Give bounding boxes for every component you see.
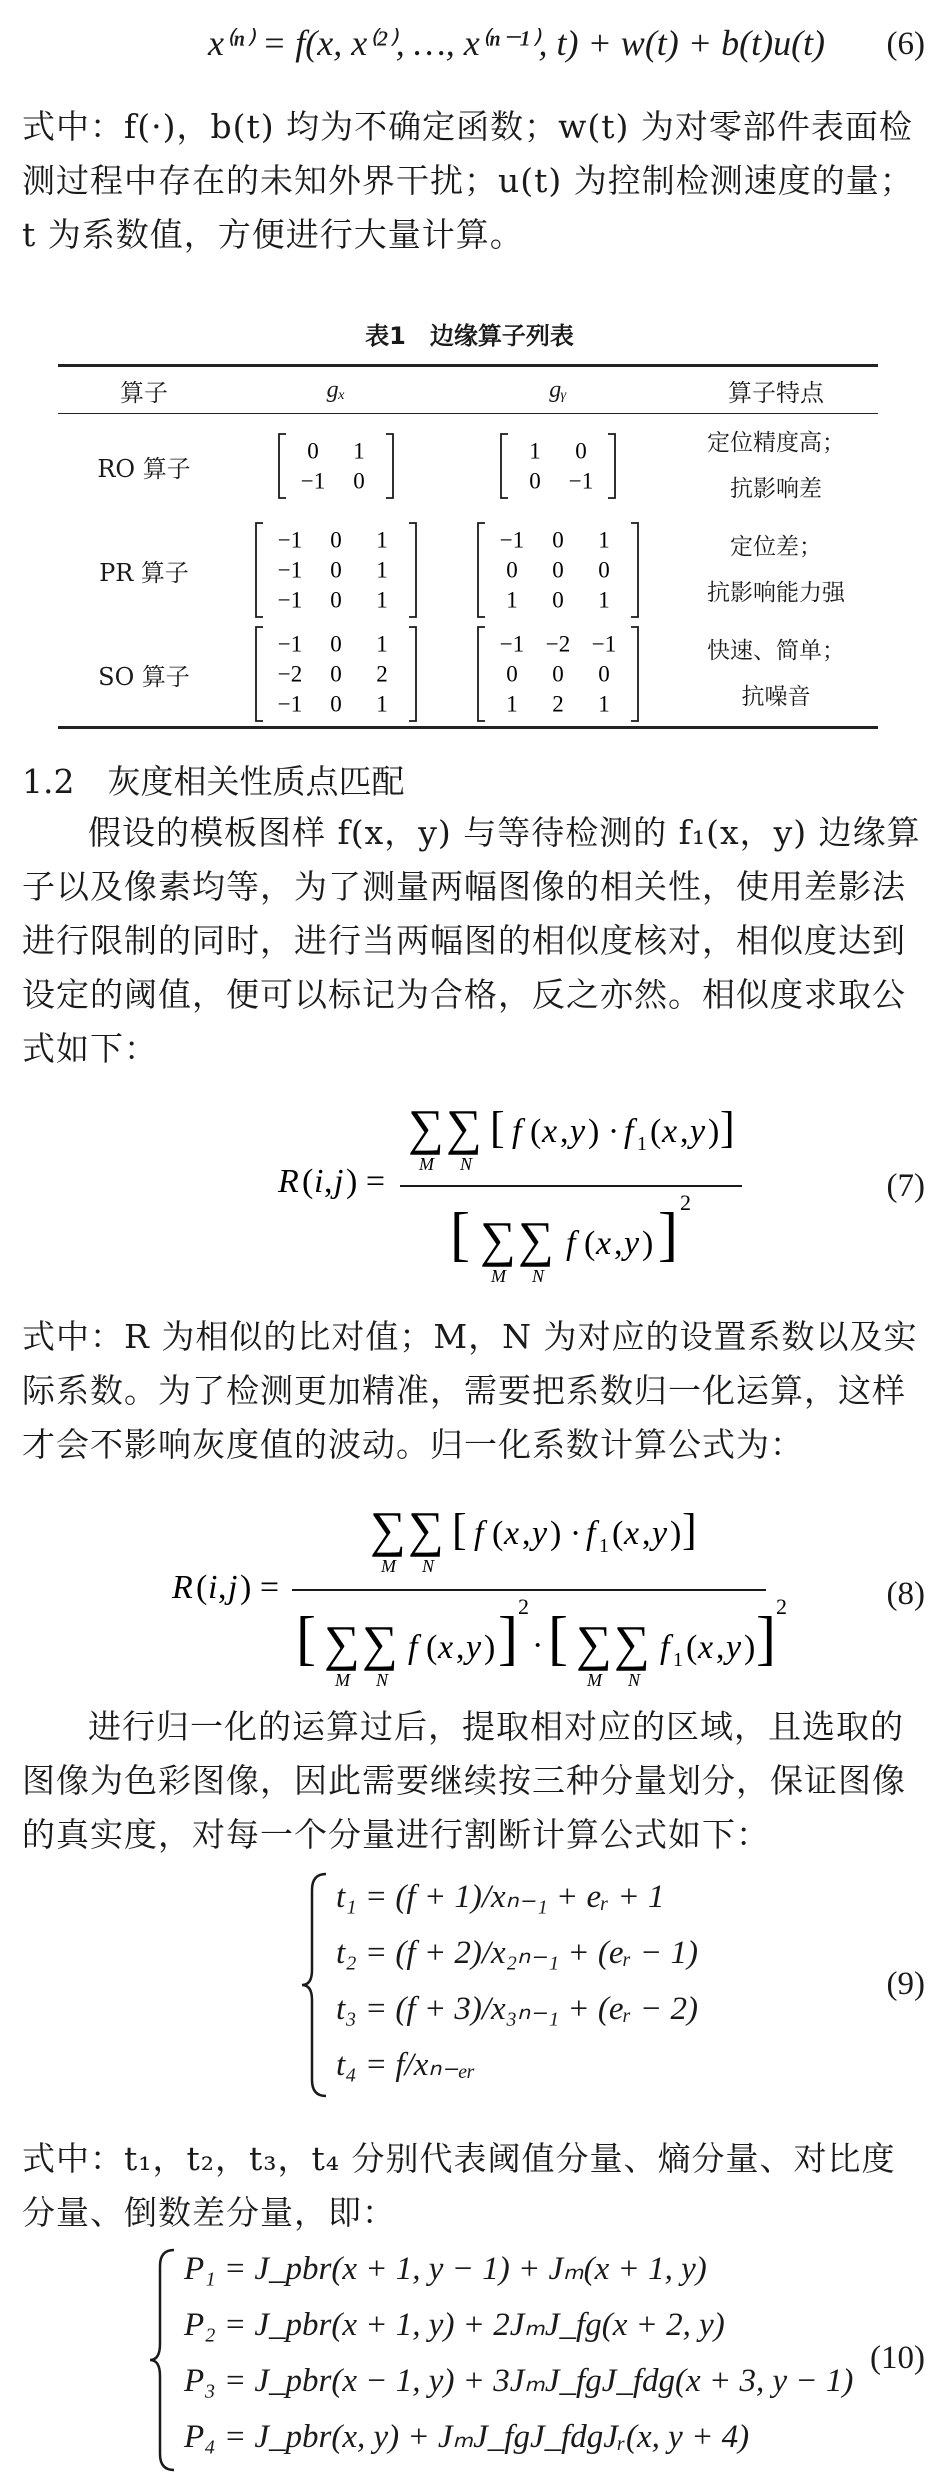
svg-text:y: y [624,1225,640,1262]
svg-text:x: x [698,1629,714,1666]
svg-text:(: ( [492,1515,504,1552]
svg-text:i: i [314,1163,324,1200]
svg-text:2: 2 [518,1594,529,1619]
matrix-cell: −1 [499,631,525,657]
matrix-cell: 0 [330,691,342,717]
paragraph-eq9-explanation: 式中：t₁，t₂，t₃，t₄ 分别代表阈值分量、熵分量、对比度分量、倒数差分量，即： [22,2139,896,2232]
svg-text:]: ] [756,1605,776,1671]
operator-gx [230,414,442,519]
matrix-cell: 0 [330,527,342,553]
paragraph-eq7-explanation: 式中：R 为相似的比对值；M，N 为对应的设置系数以及实际系数。为了检测更加精准，需要把系数归一化运算，这样才会不影响灰度值的波动。归一化系数计算公式为： [22,1317,918,1464]
matrix-cell: 1 [376,557,388,583]
svg-text:∑: ∑ [370,1501,406,1557]
svg-text:) ·: ) · [550,1515,582,1552]
feature-line-1: 快速、简单； [707,638,845,664]
equation-10 [0,2246,939,2481]
equation-10-line-2: P₂ = J_pbr(x + 1, y) + 2JₘJ_fg(x + 2, y) [184,2307,725,2343]
matrix-cell: 1 [598,527,610,553]
feature-line-2: 抗影响差 [730,476,822,502]
table-row [58,518,878,622]
equation-10-line-4: P₄ = J_pbr(x, y) + JₘJ_fgJ_fdgJᵣ(x, y + 4) [184,2419,750,2455]
edge-operator-table [58,364,878,729]
svg-text:x: x [624,1515,640,1552]
svg-text:M: M [419,1154,434,1174]
header-gy: gᵧ [442,366,674,414]
equation-6-formula: x⁽ⁿ⁾ = f(x, x⁽²⁾, …, x⁽ⁿ⁻¹⁾, t) + w(t) + b(t)u(t) [208,23,826,63]
svg-text:,: , [218,1569,227,1606]
equation-8-formula [0,1480,939,1700]
matrix-cell: 0 [330,631,342,657]
svg-text:) ·: ) · [588,1113,620,1150]
matrix-cell: −2 [545,631,571,657]
svg-text:): ) [670,1515,682,1552]
matrix-cell: 0 [552,527,564,553]
equation-9 [0,1870,939,2105]
equation-6 [0,8,939,88]
matrix-cell: 0 [307,438,319,464]
svg-text:,: , [456,1629,465,1666]
operator-gy [442,414,674,519]
header-gx: gₓ [230,366,442,414]
matrix-cell: 0 [330,557,342,583]
operator-matrix [253,521,419,619]
matrix-cell: 0 [330,587,342,613]
svg-text:,: , [522,1515,531,1552]
paragraph-normalization: 进行归一化的运算过后，提取相对应的区域，且选取的图像为色彩图像，因此需要继续按三种分量划分，保证图像的真实度，对每一个分量进行割断计算公式如下： [22,1707,906,1854]
equation-10-line-3: P₃ = J_pbr(x − 1, y) + 3JₘJ_fgJ_fdg(x + 3, y − 1) [184,2363,854,2399]
matrix-cell: 0 [598,557,610,583]
svg-text:(: ( [426,1629,438,1666]
svg-text:∑: ∑ [362,1615,398,1671]
svg-text:) =: ) = [240,1569,279,1606]
svg-text:f: f [566,1225,576,1262]
svg-text:(: ( [302,1163,314,1200]
table-caption: 表1 边缘算子列表 [365,322,574,350]
matrix-cell: −1 [277,527,303,553]
matrix-cell: 0 [575,438,587,464]
svg-text:x: x [438,1629,454,1666]
svg-text:[: [ [452,1505,467,1554]
operator-gx [230,518,442,622]
svg-text:(: ( [650,1113,662,1150]
svg-text:(: ( [584,1225,596,1262]
feature-line-1: 定位精度高； [707,430,845,456]
equation-9-line-3: t₃ = (f + 3)/x₃ₙ₋₁ + (eᵣ − 2) [336,1991,698,2027]
svg-text:f: f [660,1629,670,1666]
matrix-cell: −2 [277,661,303,687]
matrix-cell: −1 [300,468,326,494]
equation-10-number: (10) [870,2340,925,2376]
operator-name: SO 算子 [58,622,230,728]
matrix-cell: 1 [598,587,610,613]
svg-text:f: f [474,1515,484,1552]
matrix-cell: 1 [353,438,365,464]
operator-matrix [475,625,641,723]
svg-text:[: [ [548,1605,568,1671]
svg-text:[: [ [450,1201,470,1267]
equation-9-line-1: t₁ = (f + 1)/xₙ₋₁ + eᵣ + 1 [336,1879,665,1915]
svg-text:f: f [586,1515,596,1552]
table-row [58,622,878,728]
svg-text:N: N [422,1556,435,1576]
svg-text:x: x [662,1113,678,1150]
svg-text:f: f [624,1113,634,1150]
operator-name: PR 算子 [99,558,189,587]
matrix-cell: 0 [529,468,541,494]
table-header-row [58,366,878,414]
svg-text:[: [ [490,1103,505,1152]
operator-gx [230,622,442,728]
operator-gy [442,622,674,728]
svg-text:N: N [460,1154,473,1174]
equation-9-line-2: t₂ = (f + 2)/x₂ₙ₋₁ + (eᵣ − 1) [336,1935,698,1971]
svg-text:N: N [628,1670,641,1690]
matrix-cell: −1 [499,527,525,553]
matrix-cell: 0 [552,661,564,687]
svg-text:R: R [278,1163,299,1200]
header-features: 算子特点 [674,366,878,414]
equation-9-line-4: t₄ = f/xₙ₋ₑᵣ [336,2047,476,2083]
svg-text:) =: ) = [346,1163,385,1200]
svg-text:y: y [690,1113,706,1150]
svg-text:1: 1 [599,1535,609,1557]
svg-text:]: ] [682,1505,697,1554]
svg-text:f: f [408,1629,418,1666]
matrix-cell: −1 [277,691,303,717]
svg-text:x: x [542,1113,558,1150]
matrix-cell: 1 [598,691,610,717]
equation-6-number: (6) [886,26,925,62]
svg-text:M: M [335,1670,350,1690]
svg-text:]: ] [720,1103,735,1152]
svg-text:∑: ∑ [408,1501,444,1557]
operator-features [674,518,878,622]
operator-name: RO 算子 [97,454,191,483]
svg-text:): ) [484,1629,496,1666]
svg-text:): ) [744,1629,756,1666]
matrix-cell: −1 [277,557,303,583]
feature-line-2: 抗影响能力强 [707,580,845,606]
matrix-cell: 0 [552,557,564,583]
svg-text:1: 1 [673,1649,683,1671]
equation-7-number: (7) [886,1168,925,1204]
equation-8 [0,1480,939,1700]
svg-text:y: y [466,1629,482,1666]
svg-text:x: x [504,1515,520,1552]
svg-text:·: · [532,1627,544,1664]
svg-text:i: i [208,1569,218,1606]
svg-text:[: [ [296,1605,316,1671]
feature-line-2: 抗噪音 [741,684,811,710]
equation-10-line-1: P₁ = J_pbr(x + 1, y − 1) + Jₘ(x + 1, y) [184,2251,707,2287]
matrix-cell: 2 [552,691,564,717]
matrix-cell: 0 [552,587,564,613]
operator-matrix [498,432,618,500]
matrix-cell: −1 [591,631,617,657]
svg-text:f: f [512,1113,522,1150]
matrix-cell: −1 [568,468,594,494]
svg-text:,: , [716,1629,725,1666]
svg-text:∑: ∑ [480,1211,516,1267]
svg-text:,: , [680,1113,689,1150]
svg-text:M: M [381,1556,396,1576]
svg-text:N: N [376,1670,389,1690]
matrix-cell: 1 [376,691,388,717]
svg-text:): ) [642,1225,654,1262]
svg-text:y: y [726,1629,742,1666]
feature-line-1: 定位差； [730,534,822,560]
svg-text:]: ] [498,1605,518,1671]
matrix-cell: 1 [506,691,518,717]
equation-8-number: (8) [886,1576,925,1612]
operator-features [674,414,878,519]
matrix-cell: 0 [506,557,518,583]
operator-gy [442,518,674,622]
matrix-cell: 0 [506,661,518,687]
equation-7-formula [0,1070,939,1300]
section-heading: 1.2 灰度相关性质点匹配 [22,762,405,801]
matrix-cell: −1 [277,631,303,657]
matrix-cell: 1 [376,527,388,553]
equation-7 [0,1070,939,1300]
svg-text:,: , [614,1225,623,1262]
matrix-cell: 1 [529,438,541,464]
matrix-cell: 0 [353,468,365,494]
svg-text:∑: ∑ [614,1615,650,1671]
matrix-cell: 2 [376,661,388,687]
equation-9-brace [300,1870,330,2100]
svg-text:(: ( [196,1569,208,1606]
svg-text:M: M [491,1266,506,1286]
svg-text:2: 2 [680,1190,691,1215]
matrix-cell: 1 [506,587,518,613]
svg-text:,: , [560,1113,569,1150]
operator-matrix [253,625,419,723]
svg-text:∑: ∑ [518,1211,554,1267]
svg-text:j: j [334,1163,344,1200]
equation-10-brace [148,2246,178,2474]
svg-text:∑: ∑ [576,1615,612,1671]
table-row [58,414,878,519]
svg-text:M: M [587,1670,602,1690]
svg-text:,: , [642,1515,651,1552]
svg-text:1: 1 [637,1133,647,1155]
matrix-cell: 0 [330,661,342,687]
svg-text:2: 2 [776,1594,787,1619]
operator-features [674,622,878,728]
svg-text:(: ( [686,1629,698,1666]
svg-text:∑: ∑ [408,1099,444,1155]
svg-text:y: y [652,1515,668,1552]
svg-text:]: ] [658,1201,678,1267]
operator-matrix [475,521,641,619]
svg-text:(: ( [530,1113,542,1150]
matrix-cell: 1 [376,587,388,613]
svg-text:(: ( [612,1515,624,1552]
svg-text:y: y [532,1515,548,1552]
svg-text:,: , [324,1163,333,1200]
svg-text:R: R [172,1569,193,1606]
equation-9-number: (9) [886,1966,925,2002]
paragraph-template-matching: 假设的模板图样 f(x，y) 与等待检测的 f₁(x，y) 边缘算子以及像素均等，为了测量两幅图像的相关性，使用差影法进行限制的同时，进行当两幅图的相似度核对，相似度达到设定的阈值，便可以标记为合格，反之亦然。相似度求取公式如下： [22,813,921,1068]
matrix-cell: −1 [277,587,303,613]
operator-matrix [276,432,396,500]
matrix-cell: 0 [598,661,610,687]
paragraph-eq6-explanation: 式中：f(·)，b(t) 均为不确定函数；w(t) 为对零部件表面检测过程中存在的未知外界干扰；u(t) 为控制检测速度的量；t 为系数值，方便进行大量计算。 [22,107,914,254]
svg-text:y: y [570,1113,586,1150]
header-operator: 算子 [58,366,230,414]
svg-text:N: N [532,1266,545,1286]
svg-text:): ) [708,1113,720,1150]
svg-text:j: j [228,1569,238,1606]
matrix-cell: 1 [376,631,388,657]
svg-text:x: x [596,1225,612,1262]
svg-text:∑: ∑ [324,1615,360,1671]
svg-text:∑: ∑ [446,1099,482,1155]
